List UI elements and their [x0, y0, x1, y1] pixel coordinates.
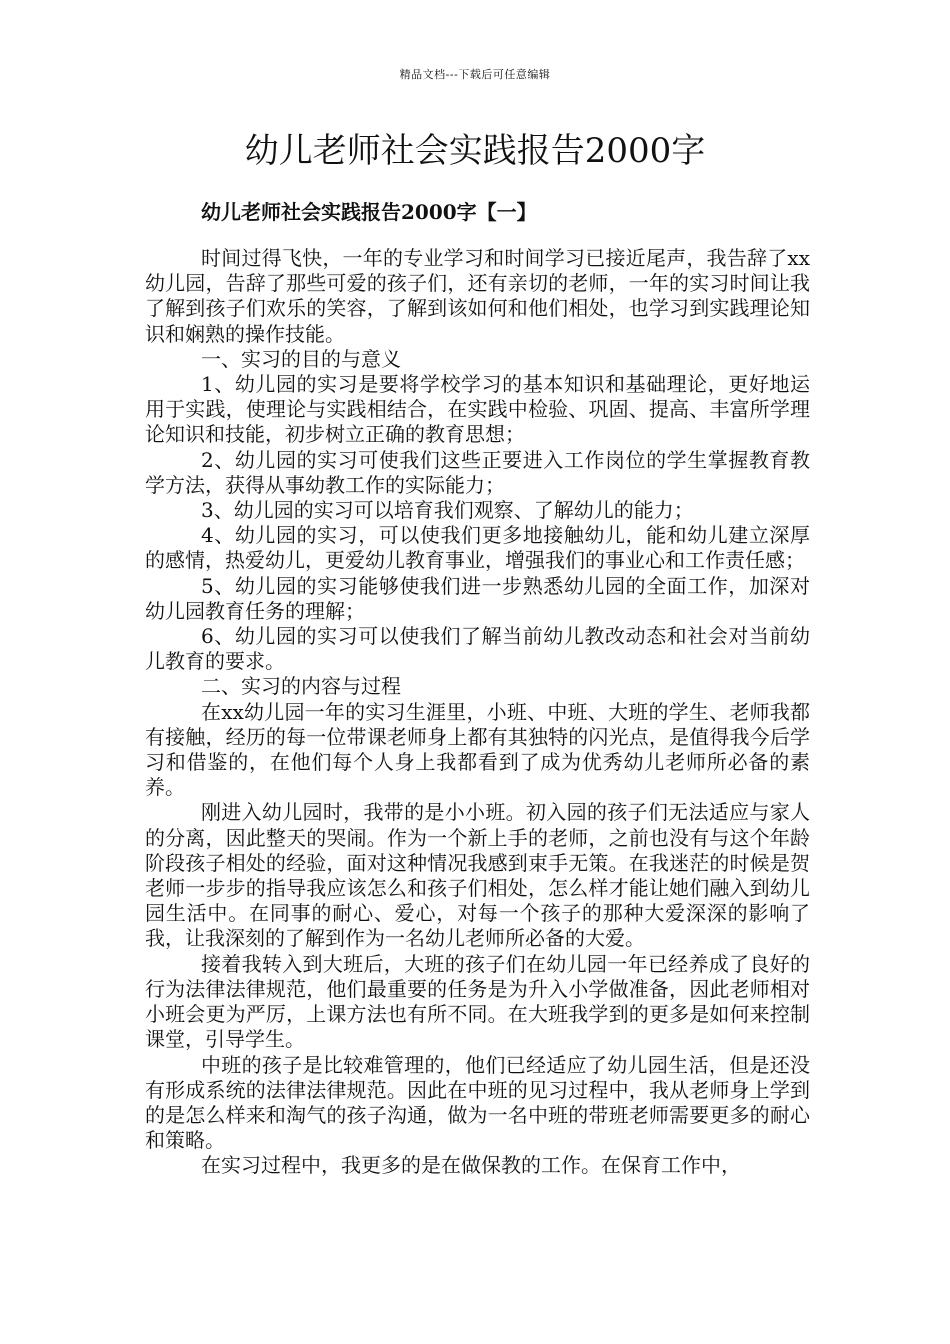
paragraph: 4、幼儿园的实习，可以使我们更多地接触幼儿，能和幼儿建立深厚的感情，热爱幼儿，更爱幼儿教育事业，增强我们的事业心和工作责任感；: [145, 523, 810, 573]
paragraph: 3、幼儿园的实习可以培育我们观察、了解幼儿的能力；: [201, 498, 694, 523]
paragraph: 一、实习的目的与意义: [201, 346, 401, 371]
paragraph: 在实习过程中，我更多的是在做保教的工作。在保育工作中，: [201, 1153, 741, 1178]
paragraph: 二、实习的内容与过程: [201, 674, 401, 699]
paragraph: 2、幼儿园的实习可使我们这些正要进入工作岗位的学生掌握教育教学方法，获得从事幼教工作的实际能力；: [145, 447, 810, 497]
paragraph: 时间过得飞快，一年的专业学习和时间学习已接近尾声，我告辞了xx幼儿园，告辞了那些可爱的孩子们，还有亲切的老师，一年的实习时间让我了解到孩子们欢乐的笑容，了解到该如何和他们相处，也学习到实践理论知识和娴熟的操作技能。: [145, 246, 810, 346]
paragraph: 刚进入幼儿园时，我带的是小小班。初入园的孩子们无法适应与家人的分离，因此整天的哭闹。作为一个新上手的老师，之前也没有与这个年龄阶段孩子相处的经验，面对这种情况我感到束手无策。在我迷茫的时候是贺老师一步步的指导我应该怎么和孩子们相处，怎么样才能让她们融入到幼儿园生活中。在同事的耐心、爱心，对每一个孩子的那种大爱深深的影响了我，让我深刻的了解到作为一名幼儿老师所必备的大爱。: [145, 800, 810, 951]
document-subtitle: 幼儿老师社会实践报告2000字【一】: [201, 200, 537, 224]
document-title: 幼儿老师社会实践报告2000字: [244, 131, 706, 171]
paragraph: 1、幼儿园的实习是要将学校学习的基本知识和基础理论，更好地运用于实践，使理论与实践相结合，在实践中检验、巩固、提高、丰富所学理论知识和技能，初步树立正确的教育思想；: [145, 372, 810, 447]
paragraph: 在xx幼儿园一年的实习生涯里，小班、中班、大班的学生、老师我都有接触，经历的每一位带课老师身上都有其独特的闪光点，是值得我今后学习和借鉴的，在他们每个人身上我都看到了成为优秀幼儿老师所必备的素养。: [145, 699, 810, 800]
paragraph: 6、幼儿园的实习可以使我们了解当前幼儿教改动态和社会对当前幼儿教育的要求。: [145, 624, 810, 674]
paragraph: 接着我转入到大班后，大班的孩子们在幼儿园一年已经养成了良好的行为法律法律规范，他们最重要的任务是为升入小学做准备，因此老师相对小班会更为严厉，上课方法也有所不同。在大班我学到的更多是如何来控制课堂，引导学生。: [145, 951, 810, 1052]
paragraph: 中班的孩子是比较难管理的，他们已经适应了幼儿园生活，但是还没有形成系统的法律法律规范。因此在中班的见习过程中，我从老师身上学到的是怎么样来和淘气的孩子沟通，做为一名中班的带班老师需要更多的耐心和策略。: [145, 1052, 810, 1153]
page-header: 精品文档---下载后可任意编辑: [399, 68, 551, 81]
paragraph: 5、幼儿园的实习能够使我们进一步熟悉幼儿园的全面工作，加深对幼儿园教育任务的理解；: [145, 573, 810, 623]
document-body: [145, 246, 810, 1179]
